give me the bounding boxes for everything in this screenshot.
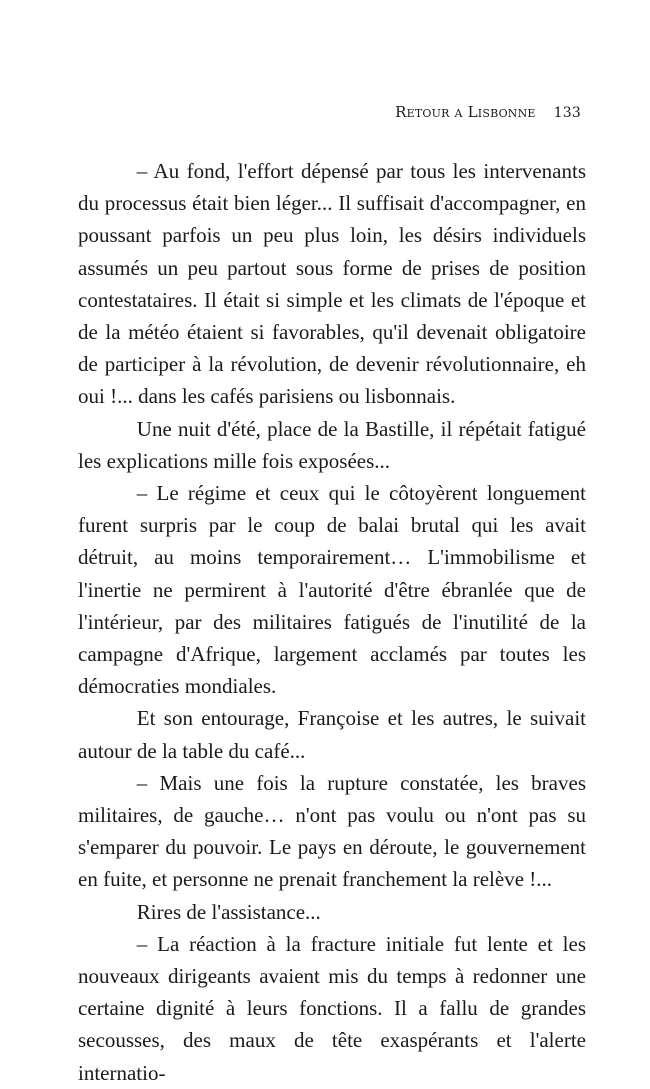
paragraph: – La réaction à la fracture initiale fut lente et les nouveaux dirigeants avaient mis du temps à redonner une certaine dignité à leurs fonctions. Il a fallu de grandes secousses, des maux de tête exaspérants et l'alerte internatio-: [78, 931, 586, 1085]
paragraph: – Mais une fois la rupture constatée, les braves militaires, de gauche… n'ont pas voulu ou n'ont pas su s'emparer du pouvoir. Le pays en déroute, le gouvernement en fuite, et personne ne prenait franchement la relève !...: [78, 770, 586, 892]
body-text: [78, 155, 586, 1089]
paragraph: Et son entourage, Françoise et les autres, le suivait autour de la table du café...: [78, 706, 586, 763]
running-head: [395, 103, 581, 121]
paragraph: Rires de l'assistance...: [136, 899, 321, 924]
page-number: 133: [553, 105, 581, 121]
paragraph: – Au fond, l'effort dépensé par tous les intervenants du processus était bien léger... Il suffisait d'accompagner, en poussant parfois un peu plus loin, les désirs individuels assumés un peu partout sous forme de prises de position contestataires. Il était si simple et les climats de l'époque et de la météo étaient si favorables, qu'il devenait obligatoire de participer à la révolution, de devenir révolutionnaire, eh oui !... dans les cafés parisiens ou lisbonnais.: [78, 159, 586, 409]
paragraph: Une nuit d'été, place de la Bastille, il répétait fatigué les explications mille fois exposées...: [78, 416, 586, 473]
running-head-title: Retour a Lisbonne: [395, 103, 536, 121]
paragraph: – Le régime et ceux qui le côtoyèrent longuement furent surpris par le coup de balai brutal qui les avait détruit, au moins temporairement… L'immobilisme et l'inertie ne permirent à l'autorité d'être ébranlée que de l'intérieur, par des militaires fatigués de l'inutilité de la campagne d'Afrique, largement acclamés par toutes les démocraties mondiales.: [78, 481, 586, 699]
